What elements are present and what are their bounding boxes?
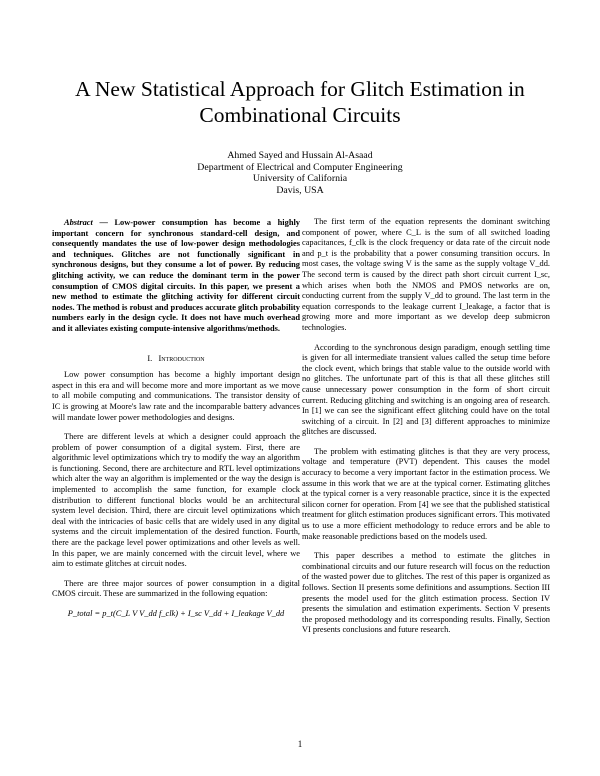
paragraph: Low power consumption has become a highly important design aspect in this era and will become more and more important as we move to all mobile computing and communications. The transistor density of IC is growing at Moore's law rate and the incomparable battery advances will mandate lower power methodologies and designs.: [52, 370, 300, 422]
paragraph: There are different levels at which a designer could approach the problem of power consumption of a digital system. First, there are algorithmic level optimizations which try to modify the way an algorithm is functioning. Second, there are architecture and RTL level optimizations which alter the way an algorithm is implemented or the way the design is implemented to accomplish the same function, for example clock distribution to different functional blocks would be an architectural system level decision. Third, there are circuit level optimizations which deal with the intricacies of basic cells that are widely used in any digital systems and the circuit implementation of the desired function. Fourth, there are the package level power optimizations and other levels as well. In this paper, we are mainly concerned with the circuit level, where we aim to estimate glitches at circuit nodes.: [52, 432, 300, 569]
abstract: [52, 218, 300, 335]
abstract-label: Abstract: [64, 218, 93, 227]
paragraph: According to the synchronous design paradigm, enough settling time is given for all intermediate transient values called the setup time before the clock event, which brings that stable value to the outside world with no glitches. The unfortunate part of this is that all these glitches still cause unnecessary power consumption in the form of short circuit current. Reducing glitching and switching is an ongoing area of research. In [1] we can see the significant effect glitching could have on the total switching of a circuit. In [2] and [3] different approaches to minimize glitches are discussed.: [302, 342, 550, 437]
paragraph: The problem with estimating glitches is that they are very process, voltage and temperature (PVT) dependent. This causes the model accuracy to become a very important factor in the estimation process. We assume in this work that we are at the typical corner. Estimating glitches at the typical corner is a very reasonable practice, since it is the expected silicon corner for operation. From [4] we see that the published statistical treatment for glitch estimation produces significant errors. This motivated us to use a more efficient methodology to reduce errors and be able to make reasonable predictions based on the models used.: [302, 446, 550, 541]
paragraph: The first term of the equation represents the dominant switching component of power, where C_L is the sum of all switched loading capacitances, f_clk is the clock frequency or data rate of the circuit node and p_t is the probability that a power consuming transition occurs. In most cases, the voltage swing V is the same as the supply voltage V_dd. The second term is caused by the direct path short circuit current I_sc, which arises when both the NMOS and PMOS networks are on, conducting current from the supply V_dd to ground. The last term in the equation corresponds to the leakage current I_leakage, a factor that is growing more and more important as we develop deep submicron technologies.: [302, 217, 550, 332]
right-column: [302, 217, 550, 645]
author-department: Department of Electrical and Computer Engineering: [197, 161, 403, 173]
section-heading-introduction: [52, 354, 300, 365]
paper-title: A New Statistical Approach for Glitch Estimation in Combinational Circuits: [75, 77, 525, 127]
author-block: [100, 150, 500, 196]
left-column: [52, 218, 300, 620]
section-title: Introduction: [158, 353, 205, 363]
paragraph: This paper describes a method to estimate the glitches in combinational circuits and our future research will focus on the reduction of the wasted power due to glitches. The rest of this paper is organized as follows. Section II presents some definitions and assumptions. Section III presents the model used for the glitch estimation process. Section IV presents the simulation and estimation experiments. Section V presents the proposed methodology and its corresponding results. Finally, Section VI presents conclusions and future research.: [302, 551, 550, 635]
author-university: University of California: [252, 173, 348, 185]
abstract-text: — Low-power consumption has become a highly important concern for synchronous standard-cell design, and consequently mandates the use of low-power design methodologies and techniques. Glitches are not functionally significant in synchronous designs, but they consume a lot of power. By reducing glitching activity, we can reduce the dominant term in the power consumption of CMOS digital circuits. In this paper, we present a new method to estimate the glitching activity for different circuit nodes. The method is robust and produces accurate glitch probability numbers early in the design cycle. It does not have much overhead and it alleviates existing compute-intensive algorithms/methods.: [52, 218, 300, 333]
section-number: I.: [147, 353, 153, 363]
page-number: 1: [297, 739, 303, 749]
author-names: Ahmed Sayed and Hussain Al-Asaad: [227, 150, 373, 161]
author-location: Davis, USA: [276, 184, 324, 196]
paragraph: There are three major sources of power consumption in a digital CMOS circuit. These are summarized in the following equation:: [52, 578, 300, 599]
power-equation: P_total = p_t(C_L V V_dd f_clk) + I_sc V_dd + I_leakage V_dd: [67, 609, 285, 618]
